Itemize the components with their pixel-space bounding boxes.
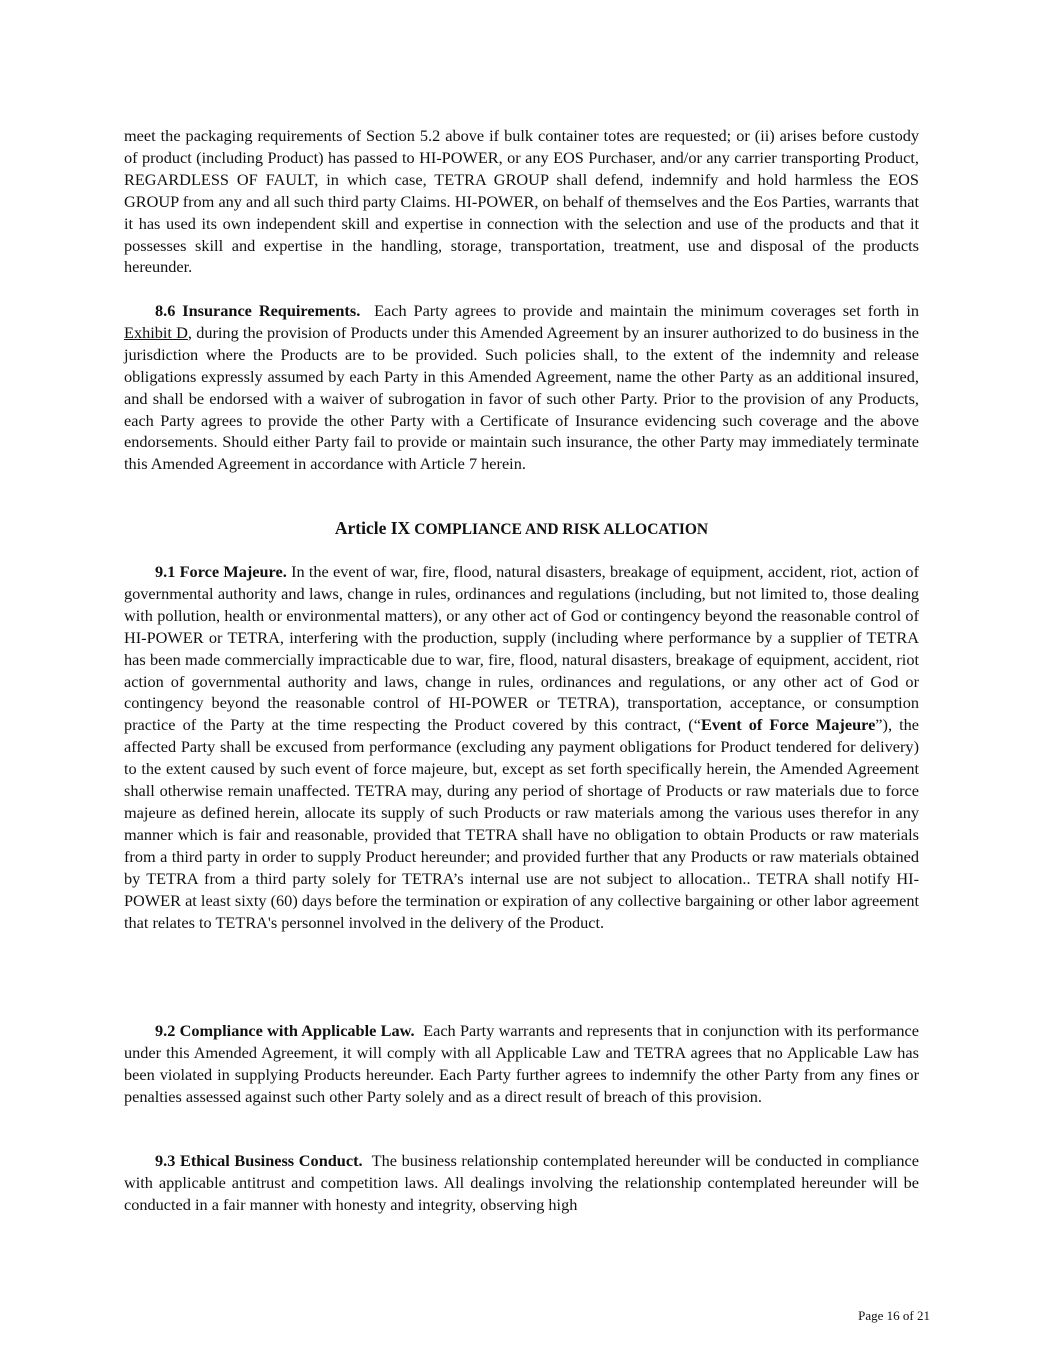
section-9-3-heading: 9.3 Ethical Business Conduct. — [155, 1151, 363, 1170]
section-9-1-text-b: ”), the affected Party shall be excused from performance (excluding any payment obligations for Product tendered for delivery) to the extent caused by such event of force majeure, but, except as set forth specifically herein, the Amended Agreement shall otherwise remain unaffected. TETRA may, during any period of shortage of Products or raw materials due to force majeure as defined herein, allocate its supply of such Products or raw materials among the various uses therefor in any manner which is fair and reasonable, provided that TETRA shall have no obligation to obtain Products or raw materials from a third party in order to supply Product hereunder; and provided further that any Products or raw materials obtained by TETRA from a third party solely for TETRA’s internal use are not subject to allocation.. TETRA shall notify HI-POWER at least sixty (60) days before the termination or expiration of any collective bargaining or other labor agreement that relates to TETRA's personnel involved in the delivery of the Product. — [124, 715, 919, 932]
section-9-2 — [124, 1020, 919, 1108]
section-9-3 — [124, 1150, 919, 1216]
section-8-6-heading: 8.6 Insurance Requirements. — [155, 301, 361, 320]
section-8-6-text-b: , during the provision of Products under this Amended Agreement by an insurer authorized to do business in the jurisdiction where the Products are to be provided. Such policies shall, to the extent of the indemnity and release obligations expressly assumed by each Party in this Amended Agreement, name the other Party as an additional insured, and shall be endorsed with a waiver of subrogation in favor of such other Party. Prior to the provision of any Products, each Party agrees to provide the other Party with a Certificate of Insurance evidencing such coverage and the above endorsements. Should either Party fail to provide or maintain such insurance, the other Party may immediately terminate this Amended Agreement in accordance with Article 7 herein. — [124, 322, 919, 474]
page-number: Page 16 of 21 — [858, 1308, 930, 1323]
section-9-3-text: The business relationship contemplated hereunder will be conducted in compliance with applicable antitrust and competition laws. All dealings involving the relationship contemplated hereunder will be conducted in a fair manner with honesty and integrity, observing high — [124, 1151, 919, 1214]
section-8-6-text-a: Each Party agrees to provide and maintain the minimum coverages set forth in — [374, 301, 919, 320]
force-majeure-defined-term: Event of Force Majeure — [700, 715, 876, 735]
continuation-text: meet the packaging requirements of Section 5.2 above if bulk container totes are requested; or (ii) arises before custody of product (including Product) has passed to HI-POWER, or any EOS Purchaser, and/or any carrier transporting Product, REGARDLESS OF FAULT, in which case, TETRA GROUP shall defend, indemnify and hold harmless the EOS GROUP from any and all such third party Claims. HI-POWER, on behalf of themselves and the Eos Parties, warrants that it has used its own independent skill and expertise in connection with the selection and use of the products and that it possesses skill and expertise in the handling, storage, transportation, treatment, use and disposal of the products hereunder. — [124, 126, 919, 277]
section-9-1-heading: 9.1 Force Majeure. — [155, 562, 287, 581]
section-9-2-paragraph — [124, 1020, 919, 1108]
continuation-paragraph — [124, 125, 919, 278]
article-title: COMPLIANCE AND RISK ALLOCATION — [414, 521, 709, 538]
section-9-1 — [124, 561, 919, 933]
article-label: Article IX — [334, 518, 411, 538]
section-9-2-text: Each Party warrants and represents that in conjunction with its performance under this Amended Agreement, it will comply with all Applicable Law and TETRA agrees that no Applicable Law has been violated in supplying Products hereunder. Each Party further agrees to indemnify the other Party from any fines or penalties assessed against such other Party solely and as a direct result of breach of this provision. — [124, 1021, 920, 1106]
section-9-2-heading: 9.2 Compliance with Applicable Law. — [155, 1021, 415, 1040]
section-9-3-paragraph — [124, 1150, 919, 1216]
article-heading — [124, 518, 919, 541]
section-8-6 — [124, 300, 919, 475]
section-8-6-paragraph — [124, 300, 919, 475]
section-9-1-paragraph — [124, 561, 919, 933]
exhibit-d-link[interactable]: Exhibit D — [124, 322, 188, 342]
section-9-1-text-a: In the event of war, fire, flood, natural disasters, breakage of equipment, accident, riot, action of governmental authority and laws, change in rules, ordinances and regulations (including, but not limited to, those dealing with pollution, health or environmental matters), or any other act of God or contingency beyond the reasonable control of HI-POWER or TETRA, interfering with the production, supply (including where performance by a supplier of TETRA has been made commercially impracticable due to war, fire, flood, natural disasters, breakage of equipment, accident, riot action of governmental authority and laws, change in rules, ordinances and regulations, or any other act of God or contingency beyond the reasonable control of HI-POWER or TETRA), transportation, acceptance, or consumption practice of the Party at the time respecting the Product covered by this contract, (“ — [124, 562, 919, 735]
